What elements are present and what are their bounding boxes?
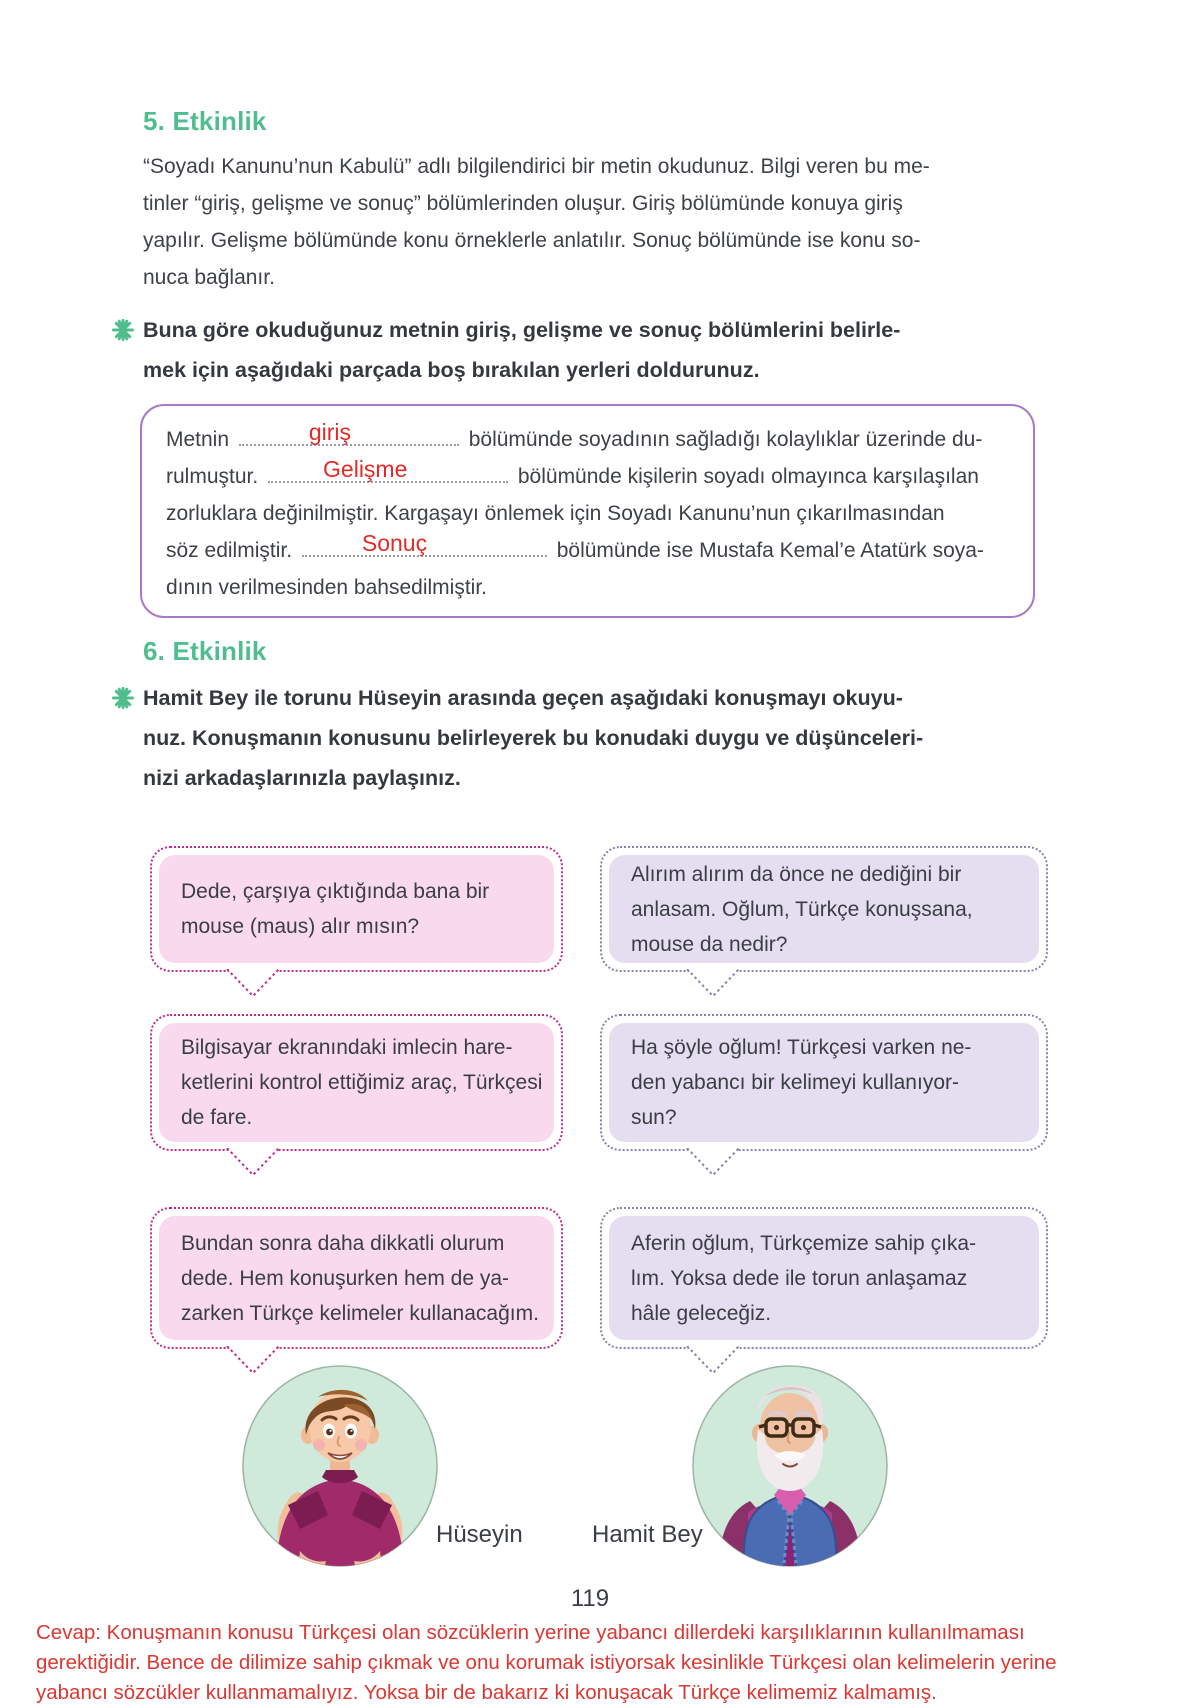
text-line: mouse (maus) alır mısın? bbox=[181, 915, 420, 938]
text-line: tinler “giriş, gelişme ve sonuç” bölümlerinden oluşur. Giriş bölümünde konuya giriş bbox=[143, 192, 903, 215]
answer-note bbox=[36, 1618, 1150, 1708]
text-line: mouse da nedir? bbox=[631, 932, 788, 956]
text-line: Bundan sonra daha dikkatli olurum bbox=[181, 1231, 505, 1255]
speech-bubble-hamitbey-1 bbox=[600, 846, 1048, 972]
characters-row bbox=[0, 1363, 1180, 1575]
fill-box-text: rulmuştur. bbox=[166, 465, 265, 488]
grandfather-avatar-illustration bbox=[690, 1363, 890, 1574]
text-line: sun? bbox=[631, 1106, 677, 1129]
text-line: yabancı sözcükler kullanmamalıyız. Yoksa bir de bakarız ki konuşacak Türkçe kelimemiz kalmamış. bbox=[36, 1681, 937, 1704]
text-line: lım. Yoksa dede ile torun anlaşamaz bbox=[631, 1266, 968, 1290]
activity6-heading: 6. Etkinlik bbox=[143, 636, 267, 666]
text-line: dede. Hem konuşurken hem de ya- bbox=[181, 1266, 510, 1290]
fill-box-text: bölümünde kişilerin soyadı olmayınca karşılaşılan bbox=[512, 465, 979, 488]
text-line: Ha şöyle oğlum! Türkçesi varken ne- bbox=[631, 1036, 972, 1059]
text-line: “Soyadı Kanunu’nun Kabulü” adlı bilgilendirici bir metin okudunuz. Bilgi veren bu me- bbox=[143, 155, 930, 178]
text-line: nuz. Konuşmanın konusunu belirleyerek bu konudaki duygu ve düşünceleri- bbox=[143, 726, 924, 750]
bubble-text bbox=[609, 855, 1039, 963]
speech-bubble-huseyin-2 bbox=[150, 1014, 563, 1151]
text-line: gerektiğidir. Bence de dilimize sahip çıkmak ve onu korumak istiyorsak kesinlikle Türkçesi olan kelimelerin yerine bbox=[36, 1651, 1057, 1674]
text-line: Dede, çarşıya çıktığında bana bir bbox=[181, 880, 490, 903]
bubble-tail-down-icon bbox=[684, 1346, 742, 1376]
fill-box-line bbox=[166, 421, 1009, 458]
text-line: den yabancı bir kelimeyi kullanıyor- bbox=[631, 1071, 959, 1094]
text-line: de fare. bbox=[181, 1106, 253, 1129]
fill-box-line bbox=[166, 495, 1009, 532]
fill-box-text: Metnin bbox=[166, 428, 235, 451]
text-line: zarken Türkçe kelimeler kullanacağım. bbox=[181, 1301, 539, 1325]
dialogue-section bbox=[150, 846, 1180, 1349]
text-line: yapılır. Gelişme bölümünde konu örneklerle anlatılır. Sonuç bölümünde ise konu so- bbox=[143, 229, 921, 252]
page-number: 119 bbox=[570, 1585, 610, 1612]
fill-box-text: zorluklara değinilmiştir. Kargaşayı önlemek için Soyadı Kanunu’nun çıkarılmasından bbox=[166, 502, 945, 525]
handwritten-answer: giriş bbox=[308, 419, 352, 445]
speech-bubble-hamitbey-3 bbox=[600, 1207, 1048, 1349]
bubble-tail-down-icon bbox=[224, 1346, 282, 1376]
activity6-instruction-block bbox=[112, 678, 1180, 798]
handwritten-answer: Sonuç bbox=[361, 530, 428, 556]
answer-blank[interactable] bbox=[268, 456, 508, 483]
bubble-text bbox=[609, 1216, 1039, 1340]
text-line: nuca bağlanır. bbox=[143, 266, 275, 289]
star-bullet-icon bbox=[112, 687, 134, 798]
fill-box-line bbox=[166, 569, 1009, 606]
fill-box-text: dının verilmesinden bahsedilmiştir. bbox=[166, 576, 487, 599]
fill-in-the-blank-box bbox=[140, 404, 1035, 618]
bubble-tail-down-icon bbox=[224, 969, 282, 999]
speech-bubble-huseyin-1 bbox=[150, 846, 563, 972]
speech-bubble-hamitbey-2 bbox=[600, 1014, 1048, 1151]
bubble-text bbox=[609, 1023, 1039, 1142]
text-line: Aferin oğlum, Türkçemize sahip çıka- bbox=[631, 1231, 977, 1255]
answer-blank[interactable] bbox=[239, 419, 459, 446]
bubble-tail-down-icon bbox=[684, 969, 742, 999]
star-bullet-icon bbox=[112, 319, 134, 390]
bubble-tail-down-icon bbox=[224, 1148, 282, 1178]
bubble-text bbox=[159, 1216, 554, 1340]
activity6-instruction-text bbox=[143, 678, 923, 798]
fill-box-line bbox=[166, 458, 1009, 495]
speech-bubble-huseyin-3 bbox=[150, 1207, 563, 1349]
text-line: Buna göre okuduğunuz metnin giriş, gelişme ve sonuç bölümlerini belirle- bbox=[143, 318, 901, 342]
activity5-instruction-block bbox=[112, 310, 1180, 390]
answer-blank[interactable] bbox=[302, 530, 547, 557]
boy-avatar-illustration bbox=[240, 1363, 440, 1574]
text-line: Hamit Bey ile torunu Hüseyin arasında geçen aşağıdaki konuşmayı okuyu- bbox=[143, 686, 903, 710]
activity5-instruction-text bbox=[143, 310, 900, 390]
activity5-intro-paragraph bbox=[143, 148, 1068, 296]
speaker-name-huseyin: Hüseyin bbox=[436, 1521, 523, 1548]
text-line: Alırım alırım da önce ne dediğini bir bbox=[631, 862, 962, 886]
text-line: Cevap: Konuşmanın konusu Türkçesi olan sözcüklerin yerine yabancı dillerdeki karşılıklarının kullanılmaması bbox=[36, 1621, 1025, 1644]
fill-box-text: bölümünde soyadının sağladığı kolaylıklar üzerinde du- bbox=[462, 428, 983, 451]
handwritten-answer: Gelişme bbox=[323, 456, 408, 482]
activity5-heading: 5. Etkinlik bbox=[143, 106, 267, 136]
text-line: Bilgisayar ekranındaki imlecin hare- bbox=[181, 1036, 513, 1059]
text-line: hâle geleceğiz. bbox=[631, 1301, 772, 1325]
speaker-name-hamitbey: Hamit Bey bbox=[592, 1521, 703, 1548]
fill-box-text: bölümünde ise Mustafa Kemal’e Atatürk soya- bbox=[550, 539, 984, 562]
bubble-text bbox=[159, 855, 554, 963]
text-line: ketlerini kontrol ettiğimiz araç, Türkçesi bbox=[181, 1071, 543, 1094]
fill-box-line bbox=[166, 532, 1009, 569]
fill-box-text: söz edilmiştir. bbox=[166, 539, 298, 562]
bubble-text bbox=[159, 1023, 554, 1142]
text-line: nizi arkadaşlarınızla paylaşınız. bbox=[143, 766, 461, 790]
bubble-tail-down-icon bbox=[684, 1148, 742, 1178]
text-line: mek için aşağıdaki parçada boş bırakılan yerleri doldurunuz. bbox=[143, 358, 760, 382]
text-line: anlasam. Oğlum, Türkçe konuşsana, bbox=[631, 897, 973, 921]
